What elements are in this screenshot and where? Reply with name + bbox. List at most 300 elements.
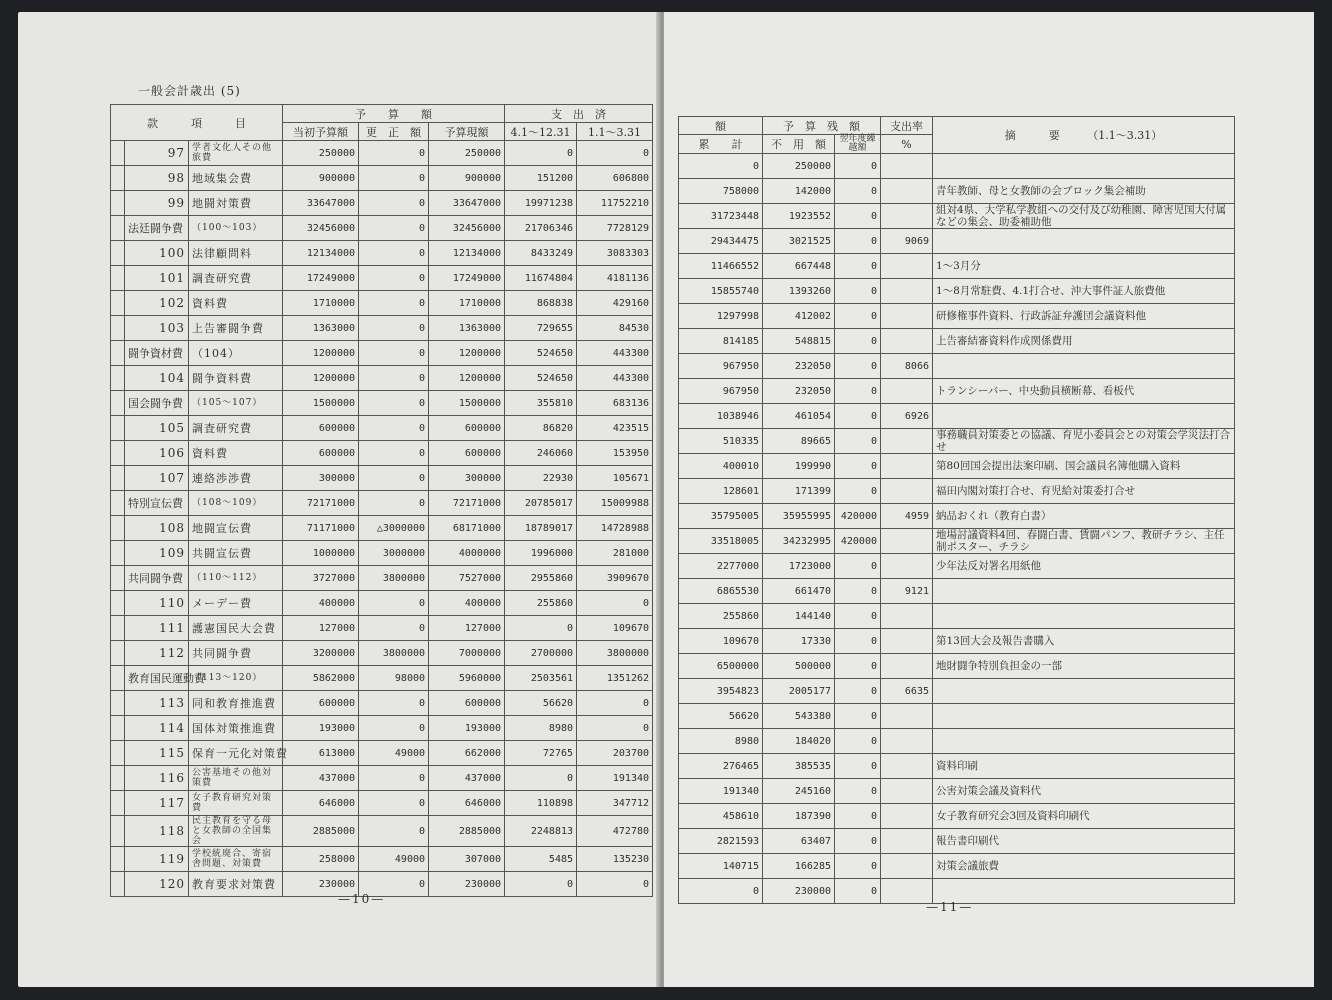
spending-rate — [881, 279, 933, 304]
row-indent — [111, 491, 125, 516]
table-row — [111, 766, 653, 791]
item-name: 護憲国民大会費 — [189, 616, 283, 641]
cumulative-total: 6865530 — [679, 579, 763, 604]
row-indent — [111, 366, 125, 391]
carryover-amount: 0 — [835, 804, 881, 829]
carryover-amount: 0 — [835, 554, 881, 579]
unused-amount: 232050 — [763, 379, 835, 404]
header-kosei: 更 正 額 — [359, 123, 429, 141]
header-fuyo: 不 用 額 — [763, 135, 835, 154]
item-code: 116 — [125, 766, 189, 791]
cumulative-total: 140715 — [679, 854, 763, 879]
table-row — [111, 216, 653, 241]
memo-text: 第80回国会提出法案印刷、国会議員名簿他購入資料 — [933, 454, 1235, 479]
table-row — [111, 816, 653, 847]
correction-amount: 3800000 — [359, 566, 429, 591]
initial-budget: 1363000 — [283, 316, 359, 341]
initial-budget: 127000 — [283, 616, 359, 641]
spending-rate — [881, 529, 933, 554]
spent-apr-dec: 8433249 — [505, 241, 577, 266]
row-indent — [111, 241, 125, 266]
table-row — [111, 291, 653, 316]
table-row — [111, 541, 653, 566]
spent-apr-dec: 255860 — [505, 591, 577, 616]
memo-text: トランシーバー、中央動員横断幕、看板代 — [933, 379, 1235, 404]
row-indent — [111, 266, 125, 291]
row-indent — [111, 591, 125, 616]
right-page — [664, 12, 1314, 987]
correction-amount: 0 — [359, 166, 429, 191]
table-row — [679, 279, 1235, 304]
cumulative-total: 2821593 — [679, 829, 763, 854]
header-shishutsu: 支 出 済 — [505, 105, 653, 123]
header-rate: 支出率 — [881, 117, 933, 135]
current-budget: 437000 — [429, 766, 505, 791]
spent-jan-mar: 105671 — [577, 466, 653, 491]
spent-apr-dec: 21706346 — [505, 216, 577, 241]
table-row — [111, 616, 653, 641]
unused-amount: 230000 — [763, 879, 835, 904]
carryover-amount: 0 — [835, 654, 881, 679]
current-budget: 250000 — [429, 141, 505, 166]
spending-rate — [881, 479, 933, 504]
cumulative-total: 33518005 — [679, 529, 763, 554]
unused-amount: 35955995 — [763, 504, 835, 529]
memo-text: 1～3月分 — [933, 254, 1235, 279]
item-code: 104 — [125, 366, 189, 391]
initial-budget: 258000 — [283, 847, 359, 872]
spent-apr-dec: 2503561 — [505, 666, 577, 691]
item-code: 105 — [125, 416, 189, 441]
group-name: 特別宣伝費 — [125, 491, 189, 516]
unused-amount: 543380 — [763, 704, 835, 729]
spent-apr-dec: 8980 — [505, 716, 577, 741]
initial-budget: 230000 — [283, 872, 359, 897]
current-budget: 1710000 — [429, 291, 505, 316]
item-name: 地闘対策費 — [189, 191, 283, 216]
group-name: 共同闘争費 — [125, 566, 189, 591]
unused-amount: 142000 — [763, 179, 835, 204]
correction-amount: 0 — [359, 591, 429, 616]
spent-jan-mar: 0 — [577, 691, 653, 716]
row-indent — [111, 541, 125, 566]
unused-amount: 166285 — [763, 854, 835, 879]
item-name: 資料費 — [189, 441, 283, 466]
cumulative-total: 31723448 — [679, 204, 763, 229]
current-budget: 17249000 — [429, 266, 505, 291]
current-budget: 5960000 — [429, 666, 505, 691]
correction-amount: 49000 — [359, 741, 429, 766]
initial-budget: 613000 — [283, 741, 359, 766]
spending-rate — [881, 454, 933, 479]
table-row — [111, 666, 653, 691]
spent-jan-mar: 3800000 — [577, 641, 653, 666]
spending-rate: 4959 — [881, 504, 933, 529]
item-name: 同和教育推進費 — [189, 691, 283, 716]
spent-apr-dec: 2955860 — [505, 566, 577, 591]
table-row — [111, 566, 653, 591]
item-name: 民主教育を守る母と女教師の全国集会 — [189, 816, 283, 847]
initial-budget: 1710000 — [283, 291, 359, 316]
table-row — [679, 329, 1235, 354]
spending-rate — [881, 554, 933, 579]
memo-text — [933, 704, 1235, 729]
current-budget: 900000 — [429, 166, 505, 191]
cumulative-total: 15855740 — [679, 279, 763, 304]
carryover-amount: 0 — [835, 329, 881, 354]
table-row — [679, 829, 1235, 854]
initial-budget: 250000 — [283, 141, 359, 166]
current-budget: 7527000 — [429, 566, 505, 591]
spent-apr-dec: 20785017 — [505, 491, 577, 516]
memo-text: 地場討議資料4回、春闘白書、賃闘パンフ、教研チラシ、主任制ポスター、チラシ — [933, 529, 1235, 554]
item-name: 上告審闘争費 — [189, 316, 283, 341]
spending-rate: 6635 — [881, 679, 933, 704]
unused-amount: 232050 — [763, 354, 835, 379]
carryover-amount: 0 — [835, 879, 881, 904]
item-name: （110～112） — [189, 566, 283, 591]
spent-apr-dec: 56620 — [505, 691, 577, 716]
spending-rate: 8066 — [881, 354, 933, 379]
row-indent — [111, 741, 125, 766]
table-row — [679, 554, 1235, 579]
correction-amount: △3000000 — [359, 516, 429, 541]
table-row — [111, 847, 653, 872]
row-indent — [111, 416, 125, 441]
table-row — [679, 629, 1235, 654]
row-indent — [111, 716, 125, 741]
memo-text — [933, 679, 1235, 704]
carryover-amount: 0 — [835, 604, 881, 629]
header-memo: 摘 要 （1.1～3.31） — [933, 117, 1235, 154]
cumulative-total: 109670 — [679, 629, 763, 654]
row-indent — [111, 166, 125, 191]
current-budget: 600000 — [429, 416, 505, 441]
initial-budget: 1200000 — [283, 341, 359, 366]
memo-text: 対策会議旅費 — [933, 854, 1235, 879]
item-code: 101 — [125, 266, 189, 291]
correction-amount: 3800000 — [359, 641, 429, 666]
item-name: メーデー費 — [189, 591, 283, 616]
initial-budget: 33647000 — [283, 191, 359, 216]
spent-apr-dec: 2700000 — [505, 641, 577, 666]
spent-jan-mar: 153950 — [577, 441, 653, 466]
cumulative-total: 6500000 — [679, 654, 763, 679]
item-code: 98 — [125, 166, 189, 191]
item-code: 120 — [125, 872, 189, 897]
cumulative-total: 255860 — [679, 604, 763, 629]
correction-amount: 0 — [359, 416, 429, 441]
table-row — [111, 491, 653, 516]
row-indent — [111, 291, 125, 316]
carryover-amount: 0 — [835, 429, 881, 454]
spending-rate — [881, 329, 933, 354]
current-budget: 12134000 — [429, 241, 505, 266]
table-row — [679, 579, 1235, 604]
unused-amount: 89665 — [763, 429, 835, 454]
spending-rate — [881, 204, 933, 229]
carryover-amount: 0 — [835, 154, 881, 179]
spent-jan-mar: 203700 — [577, 741, 653, 766]
row-indent — [111, 872, 125, 897]
row-indent — [111, 691, 125, 716]
correction-amount: 0 — [359, 216, 429, 241]
initial-budget: 400000 — [283, 591, 359, 616]
spent-apr-dec: 0 — [505, 616, 577, 641]
spent-jan-mar: 3083303 — [577, 241, 653, 266]
spent-apr-dec: 524650 — [505, 366, 577, 391]
memo-text: 組対4県、大学私学教組への交付及び幼稚園、障害児国大付属などの集会、助委補助他 — [933, 204, 1235, 229]
initial-budget: 12134000 — [283, 241, 359, 266]
table-row — [679, 304, 1235, 329]
memo-text: 事務職員対策委との協議、育児小委員会との対策会学災法打合せ — [933, 429, 1235, 454]
initial-budget: 600000 — [283, 441, 359, 466]
correction-amount: 0 — [359, 341, 429, 366]
current-budget: 1500000 — [429, 391, 505, 416]
table-row — [111, 791, 653, 816]
table-row — [111, 416, 653, 441]
spent-jan-mar: 443300 — [577, 341, 653, 366]
unused-amount: 2005177 — [763, 679, 835, 704]
spent-jan-mar: 4181136 — [577, 266, 653, 291]
correction-amount: 0 — [359, 616, 429, 641]
initial-budget: 3200000 — [283, 641, 359, 666]
current-budget: 1200000 — [429, 366, 505, 391]
spent-jan-mar: 423515 — [577, 416, 653, 441]
item-name: 国体対策推進費 — [189, 716, 283, 741]
spent-jan-mar: 472780 — [577, 816, 653, 847]
table-row — [111, 641, 653, 666]
carryover-amount: 420000 — [835, 504, 881, 529]
carryover-amount: 420000 — [835, 529, 881, 554]
memo-text — [933, 229, 1235, 254]
carryover-amount: 0 — [835, 629, 881, 654]
spending-rate: 9121 — [881, 579, 933, 604]
memo-text: 1～8月常駐費、4.1打合せ、沖大事件証人旅費他 — [933, 279, 1235, 304]
memo-text: 女子教育研究会3回及資料印刷代 — [933, 804, 1235, 829]
unused-amount: 461054 — [763, 404, 835, 429]
spending-rate — [881, 629, 933, 654]
cumulative-total: 3954823 — [679, 679, 763, 704]
unused-amount: 63407 — [763, 829, 835, 854]
table-row — [679, 529, 1235, 554]
current-budget: 662000 — [429, 741, 505, 766]
initial-budget: 437000 — [283, 766, 359, 791]
table-row — [111, 191, 653, 216]
unused-amount: 3021525 — [763, 229, 835, 254]
spent-jan-mar: 14728988 — [577, 516, 653, 541]
carryover-amount: 0 — [835, 579, 881, 604]
cumulative-total: 35795005 — [679, 504, 763, 529]
header-kanko: 款 項 目 — [111, 105, 283, 141]
spent-apr-dec: 2248813 — [505, 816, 577, 847]
spending-rate — [881, 879, 933, 904]
group-name: 教育国民運動費 — [125, 666, 189, 691]
table-row — [679, 504, 1235, 529]
item-code: 103 — [125, 316, 189, 341]
spent-jan-mar: 135230 — [577, 847, 653, 872]
table-row — [679, 654, 1235, 679]
spending-rate — [881, 804, 933, 829]
unused-amount: 171399 — [763, 479, 835, 504]
item-name: 保育一元化対策費 — [189, 741, 283, 766]
table-row — [111, 266, 653, 291]
spent-apr-dec: 729655 — [505, 316, 577, 341]
spent-jan-mar: 0 — [577, 716, 653, 741]
current-budget: 127000 — [429, 616, 505, 641]
table-row — [679, 454, 1235, 479]
spending-rate: 9069 — [881, 229, 933, 254]
correction-amount: 0 — [359, 241, 429, 266]
row-indent — [111, 766, 125, 791]
initial-budget: 646000 — [283, 791, 359, 816]
header-kei: 累 計 — [679, 135, 763, 154]
spent-jan-mar: 429160 — [577, 291, 653, 316]
table-row — [111, 141, 653, 166]
correction-amount: 0 — [359, 266, 429, 291]
item-code: 102 — [125, 291, 189, 316]
cumulative-total: 814185 — [679, 329, 763, 354]
table-row — [111, 391, 653, 416]
unused-amount: 661470 — [763, 579, 835, 604]
memo-text: 報告書印刷代 — [933, 829, 1235, 854]
unused-amount: 500000 — [763, 654, 835, 679]
unused-amount: 385535 — [763, 754, 835, 779]
section-title: 一般会計歳出 (5) — [138, 84, 241, 98]
correction-amount: 0 — [359, 872, 429, 897]
spending-rate — [881, 704, 933, 729]
current-budget: 72171000 — [429, 491, 505, 516]
spent-apr-dec: 0 — [505, 766, 577, 791]
initial-budget: 1000000 — [283, 541, 359, 566]
spent-apr-dec: 11674804 — [505, 266, 577, 291]
table-row — [111, 466, 653, 491]
current-budget: 193000 — [429, 716, 505, 741]
header-zangaku: 予 算 残 額 — [763, 117, 881, 135]
page-number-left: —10— — [338, 892, 386, 906]
table-row — [679, 254, 1235, 279]
row-indent — [111, 216, 125, 241]
correction-amount: 0 — [359, 466, 429, 491]
spending-rate — [881, 729, 933, 754]
cumulative-total: 29434475 — [679, 229, 763, 254]
spent-apr-dec: 86820 — [505, 416, 577, 441]
initial-budget: 2885000 — [283, 816, 359, 847]
cumulative-total: 11466552 — [679, 254, 763, 279]
item-name: 調査研究費 — [189, 266, 283, 291]
memo-text: 公害対策会議及資料代 — [933, 779, 1235, 804]
item-name: 共闘宣伝費 — [189, 541, 283, 566]
spent-apr-dec: 151200 — [505, 166, 577, 191]
cumulative-total: 400010 — [679, 454, 763, 479]
item-code: 108 — [125, 516, 189, 541]
current-budget: 400000 — [429, 591, 505, 616]
correction-amount: 0 — [359, 141, 429, 166]
unused-amount: 17330 — [763, 629, 835, 654]
spent-apr-dec: 246060 — [505, 441, 577, 466]
book-spread — [18, 12, 1318, 992]
spent-apr-dec: 524650 — [505, 341, 577, 366]
table-row — [679, 804, 1235, 829]
item-name: （113～120） — [189, 666, 283, 691]
carryover-amount: 0 — [835, 829, 881, 854]
carryover-amount: 0 — [835, 679, 881, 704]
current-budget: 600000 — [429, 441, 505, 466]
table-row — [111, 741, 653, 766]
unused-amount: 548815 — [763, 329, 835, 354]
initial-budget: 1500000 — [283, 391, 359, 416]
item-name: 学者文化人その他旅費 — [189, 141, 283, 166]
row-indent — [111, 316, 125, 341]
unused-amount: 245160 — [763, 779, 835, 804]
memo-text: 研修権事件資料、行政訴証弁護団会議資料他 — [933, 304, 1235, 329]
row-indent — [111, 847, 125, 872]
memo-text — [933, 579, 1235, 604]
row-indent — [111, 791, 125, 816]
item-name: 教育要求対策費 — [189, 872, 283, 897]
spent-jan-mar: 15009988 — [577, 491, 653, 516]
unused-amount: 144140 — [763, 604, 835, 629]
table-row — [679, 779, 1235, 804]
carryover-amount: 0 — [835, 704, 881, 729]
correction-amount: 0 — [359, 291, 429, 316]
correction-amount: 49000 — [359, 847, 429, 872]
memo-text: 資料印刷 — [933, 754, 1235, 779]
cumulative-total: 967950 — [679, 379, 763, 404]
cumulative-total: 8980 — [679, 729, 763, 754]
table-row — [111, 516, 653, 541]
initial-budget: 1200000 — [283, 366, 359, 391]
correction-amount: 0 — [359, 716, 429, 741]
correction-amount: 0 — [359, 191, 429, 216]
row-indent — [111, 441, 125, 466]
unused-amount: 1393260 — [763, 279, 835, 304]
table-row — [679, 729, 1235, 754]
correction-amount: 98000 — [359, 666, 429, 691]
item-code: 100 — [125, 241, 189, 266]
initial-budget: 3727000 — [283, 566, 359, 591]
table-row — [111, 691, 653, 716]
table-row — [679, 604, 1235, 629]
item-code: 111 — [125, 616, 189, 641]
cumulative-total: 191340 — [679, 779, 763, 804]
correction-amount: 0 — [359, 691, 429, 716]
spent-apr-dec: 110898 — [505, 791, 577, 816]
cumulative-total: 0 — [679, 879, 763, 904]
cumulative-total: 0 — [679, 154, 763, 179]
item-code: 99 — [125, 191, 189, 216]
left-page — [18, 12, 660, 987]
carryover-amount: 0 — [835, 754, 881, 779]
item-code: 112 — [125, 641, 189, 666]
initial-budget: 600000 — [283, 691, 359, 716]
group-name: 法廷闘争費 — [125, 216, 189, 241]
row-indent — [111, 566, 125, 591]
spent-jan-mar: 11752210 — [577, 191, 653, 216]
spent-jan-mar: 84530 — [577, 316, 653, 341]
header-tosho: 当初予算額 — [283, 123, 359, 141]
item-name: 闘争資料費 — [189, 366, 283, 391]
table-row — [679, 479, 1235, 504]
left-budget-table — [110, 104, 653, 897]
carryover-amount: 0 — [835, 729, 881, 754]
unused-amount: 187390 — [763, 804, 835, 829]
table-row — [679, 754, 1235, 779]
memo-text — [933, 729, 1235, 754]
item-name: 連絡渉渉費 — [189, 466, 283, 491]
carryover-amount: 0 — [835, 354, 881, 379]
memo-text — [933, 354, 1235, 379]
